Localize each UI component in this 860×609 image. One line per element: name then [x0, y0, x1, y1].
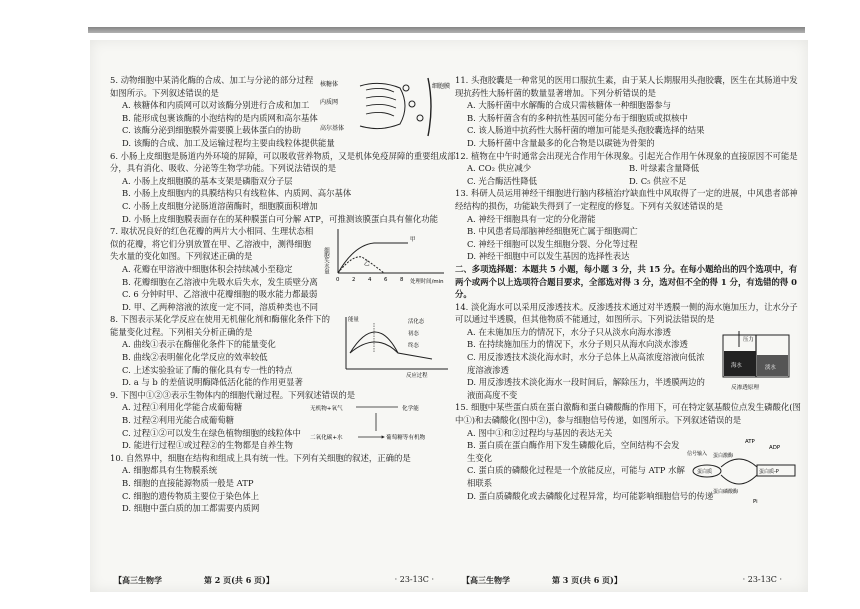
q15-opt-b: B. 蛋白质在蛋白酶作用下发生磷酸化后，空间结构不会发生变化 [467, 440, 680, 463]
q12-opt-a: A. CO₂ 供应减少 [467, 163, 532, 174]
q13-opt-a: A. 神经干细胞具有一定的分化潜能 [467, 213, 596, 224]
q14-caption: 反渗透原理 [731, 384, 759, 391]
left-footer-title: 【高三生物学 [114, 575, 162, 585]
question-6 [110, 150, 458, 226]
q5-label-membrane: 细胞膜 [432, 83, 451, 90]
question-15 [455, 401, 803, 506]
q7-opt-c: C. 6 分钟时甲、乙溶液中花瓣细胞的吸水能力都最弱 [122, 289, 318, 300]
q9-opt-c: C. 过程①②可以发生在绿色植物细胞的线粒体中 [122, 427, 301, 438]
q7-tick-2: 2 [352, 277, 356, 284]
q14-opt-b: B. 在持续施加压力的情况下，水分子则只从海水向淡水渗透 [467, 339, 688, 350]
question-7 [110, 225, 458, 313]
left-footer-page: 第 2 页(共 6 页)】 [204, 575, 274, 585]
q15-opt-d: D. 蛋白质磷酸化或去磷酸化过程异常，均可能影响细胞信号的传递 [467, 490, 714, 501]
q11-opt-c: C. 该人肠道中抗药性大肠杆菌的增加可能是头孢胶囊选择的结果 [467, 125, 705, 136]
q13-opt-c: C. 神经干细胞可以发生细胞分裂、分化等过程 [467, 238, 638, 249]
q11-opt-b: B. 大肠杆菌含有的多种抗性基因可能分布于细胞质或拟核中 [467, 112, 688, 123]
q12-opt-d: D. C₅ 供应不足 [629, 175, 687, 186]
q5-label-er: 内质网 [320, 99, 339, 106]
q5-stem: 5. 动物细胞中某消化酶的合成、加工与分泌的部分过程如图所示。下列叙述错误的是 [110, 75, 314, 98]
q15-label-protein-p: 蛋白质-P [759, 469, 779, 476]
q7-tick-6: 6 [384, 277, 388, 284]
q7-stem: 7. 取状况良好的红色花瓣的两片大小相同、生理状态相似的花瓣，将它们分别放置在甲、乙溶液中，测得细胞失水量的变化如图。下列叙述正确的是 [110, 226, 314, 262]
question-10 [110, 452, 458, 515]
right-footer-code: · 23-13C · [742, 575, 782, 584]
q5-label-golgi: 高尔基体 [320, 125, 345, 132]
q14-reverse-osmosis-figure [717, 329, 801, 395]
q11-stem: 11. 头孢胶囊是一种常见的医用口服抗生素，由于某人长期服用头孢胶囊，医生在其肠道中发现抗药性大肠杆菌的数量显著增加。下列分析错误的是 [455, 75, 798, 98]
q6-opt-c: C. 小肠上皮细胞分泌肠道溶菌酶时，细胞膜面积增加 [122, 200, 318, 211]
q7-tick-4: 4 [368, 277, 372, 284]
q5-opt-a: A. 核糖体和内质网可以对该酶分别进行合成和加工 [122, 100, 310, 111]
q8-label-active: 活化态 [408, 319, 425, 326]
q8-opt-d: D. a 与 b 的差值说明酶降低活化能的作用更显著 [122, 377, 303, 388]
q7-opt-a: A. 花瓣在甲溶液中细胞体积会持续减小至稳定 [122, 263, 293, 274]
q10-opt-b: B. 细胞的直接能源物质一般是 ATP [122, 478, 254, 488]
q8-opt-c: C. 上述实验验证了酶的催化具有专一性的特点 [122, 364, 293, 375]
q15-label-adp: ADP [769, 445, 781, 452]
question-11 [455, 74, 803, 150]
q7-tick-0: 0 [336, 277, 340, 284]
q15-label-kinase: 蛋白激酶 [713, 453, 734, 460]
q9-stem: 9. 下图中①②③表示生物体内的细胞代谢过程。下列叙述错误的是 [110, 389, 356, 400]
q14-label-freshwater: 淡水 [765, 364, 776, 371]
q6-opt-a: A. 小肠上皮细胞膜的基本支架是磷脂双分子层 [122, 175, 293, 186]
q15-stem: 15. 细胞中某些蛋白质在蛋白激酶和蛋白磷酸酶的作用下，可在特定氨基酸位点发生磷酸化(图中①)和去磷酸化(图中②)，参与细胞信号传递，如图所示。下列叙述错误的是 [455, 402, 801, 426]
q8-opt-a: A. 曲线①表示在酶催化条件下的能量变化 [122, 339, 276, 350]
q7-x-label: 处理时间/min [410, 279, 444, 286]
q6-opt-b: B. 小肠上皮细胞内的具膜结构只有线粒体、内质网、高尔基体 [122, 188, 352, 199]
q15-opt-c: C. 蛋白质的磷酸化过程是一个放能反应，可能与 ATP 水解相联系 [467, 465, 685, 488]
left-footer [114, 575, 444, 586]
q14-label-pressure: 压力 [743, 336, 754, 343]
scan-top-edge [0, 0, 860, 38]
q7-water-loss-graph [324, 225, 452, 287]
q14-label-seawater: 海水 [731, 362, 742, 369]
q12-stem: 12. 植物在中午时通常会出现光合作用午休现象。引起光合作用午休现象的直接原因不可能是 [455, 150, 798, 161]
q9-label-co2-water: 二氧化碳+水 [310, 434, 343, 441]
right-footer-title: 【高三生物学 [462, 575, 510, 585]
q9-opt-d: D. 能进行过程①或过程②的生物都是自养生物 [122, 440, 293, 451]
q8-label-initial: 初态 [408, 331, 419, 338]
q15-label-signal: 信号输入 [687, 451, 708, 458]
q7-series-yi: 乙 [364, 261, 370, 268]
q8-y-label: 能量 [348, 317, 359, 324]
question-13 [455, 187, 803, 263]
right-footer-page: 第 3 页(共 6 页)】 [552, 575, 622, 585]
question-8 [110, 313, 458, 389]
q15-opt-a: A. 图中①和②过程均与基因的表达无关 [467, 427, 613, 438]
section-2-heading: 二、多项选择题：本题共 5 小题，每小题 3 分，共 15 分。在每小题给出的四个选项中，有两个或两个以上选项符合题目要求，全部选对得 3 分，选对但不全的得 1 分，有选错的得 0 分。 [455, 263, 798, 300]
scan-left-margin [0, 0, 88, 609]
q11-opt-d: D. 大肠杆菌中含量最多的化合物是以碳链为骨架的 [467, 137, 655, 148]
left-footer-code: · 23-13C · [394, 575, 434, 584]
q9-opt-b: B. 过程②利用光能合成葡萄糖 [122, 415, 234, 426]
q12-opt-c: C. 光合酶活性降低 [467, 175, 538, 186]
q9-label-inorganic: 无机物+氧气 [310, 405, 343, 412]
q13-opt-b: B. 中风患者局部脑神经细胞死亡属于细胞凋亡 [467, 226, 638, 237]
q5-label-ribosome: 核糖体 [320, 81, 339, 88]
q15-label-pi: Pi [753, 499, 758, 506]
q14-opt-d: D. 用反渗透技术淡化海水一段时间后，解除压力，半透膜两边的液面高度不变 [467, 377, 705, 400]
scan-right-margin [805, 0, 860, 609]
q10-opt-a: A. 细胞都具有生物膜系统 [122, 465, 218, 476]
q6-opt-d: D. 小肠上皮细胞膜表面存在的某种膜蛋白可分解 ATP，可推测该膜蛋白具有催化功能 [122, 213, 438, 224]
q5-opt-c: C. 该酶分泌到细胞膜外需要膜上载体蛋白的协助 [122, 125, 301, 136]
left-column [110, 40, 458, 515]
question-12 [455, 150, 803, 188]
q13-opt-d: D. 神经干细胞中可以发生基因的选择性表达 [467, 251, 630, 262]
q14-stem: 14. 淡化海水可以采用反渗透技术。反渗透技术通过对半透膜一侧的海水施加压力，让水分子可以通过半透膜，但其他物质不能通过，如图所示。下列说法错误的是 [455, 301, 798, 325]
q7-series-jia: 甲 [410, 237, 416, 244]
q8-energy-diagram [336, 313, 454, 379]
q13-stem: 13. 科研人员运用神经干细胞进行脑内移植治疗缺血性中风取得了一定的进展，中风患者部神经结构的损伤，功能缺失得到了一定程度的修复。下列有关叙述错误的是 [455, 188, 798, 211]
q14-opt-a: A. 在未施加压力的情况下，水分子只从淡水向海水渗透 [467, 326, 671, 337]
q8-opt-b: B. 曲线②表明催化化学反应的效率较低 [122, 352, 268, 363]
q9-metabolism-diagram [306, 401, 456, 447]
q15-label-atp: ATP [745, 439, 755, 446]
q6-stem: 6. 小肠上皮细胞是肠道内外环境的屏障，可以吸收营养物质，又是机体免疫屏障的重要组成部分，具有消化、吸收、分泌等生物学功能。下列说法错误的是 [110, 150, 456, 174]
q7-opt-b: B. 花瓣细胞在乙溶液中先吸水后失水，发生质壁分离 [122, 276, 318, 287]
q7-y-label: 细胞失水量 [323, 247, 329, 275]
question-9 [110, 389, 458, 452]
q10-opt-d: D. 细胞中蛋白质的加工都需要内质网 [122, 503, 260, 514]
q5-secretion-figure [320, 76, 452, 138]
right-footer [462, 575, 792, 586]
q15-label-phosphatase: 蛋白磷酸酶 [713, 489, 739, 496]
q8-stem: 8. 下图表示某化学反应在使用无机催化剂和酶催化条件下的能量变化过程。下列相关分析正确的是 [110, 314, 331, 337]
q10-stem: 10. 自然界中，细胞在结构和组成上具有统一性。下列有关细胞的叙述，正确的是 [110, 452, 411, 463]
question-5 [110, 74, 458, 150]
q5-opt-d: D. 该酶的合成、加工及运输过程均主要由线粒体提供能量 [122, 137, 335, 148]
q11-opt-a: A. 大肠杆菌中水解酶的合成只需核糖体一种细胞器参与 [467, 100, 671, 111]
q8-x-label: 反应过程 [406, 373, 428, 380]
q9-opt-a: A. 过程①利用化学能合成葡萄糖 [122, 402, 243, 413]
q5-opt-b: B. 能形成包裹该酶的小泡结构的是内质网和高尔基体 [122, 112, 318, 123]
right-column [455, 40, 803, 506]
q12-opt-b: B. 叶绿素含量降低 [629, 163, 700, 174]
q15-phosphorylation-figure [687, 435, 803, 507]
q10-opt-c: C. 细胞的遗传物质主要位于染色体上 [122, 490, 260, 501]
q14-opt-c: C. 用反渗透技术淡化海水时，水分子总体上从高浓度溶液向低浓度溶液渗透 [467, 352, 705, 375]
q9-label-chemical: 化学能 [402, 405, 419, 412]
question-14 [455, 301, 803, 402]
q7-opt-d: D. 甲、乙两种溶液的浓度一定不同，溶质种类也不同 [122, 301, 318, 312]
q9-label-glucose: 葡萄糖等有机物 [386, 434, 426, 441]
q8-label-final: 终态 [408, 343, 419, 350]
exam-page [90, 40, 808, 592]
q15-label-protein: 蛋白质 [697, 469, 713, 476]
q7-tick-8: 8 [400, 277, 404, 284]
